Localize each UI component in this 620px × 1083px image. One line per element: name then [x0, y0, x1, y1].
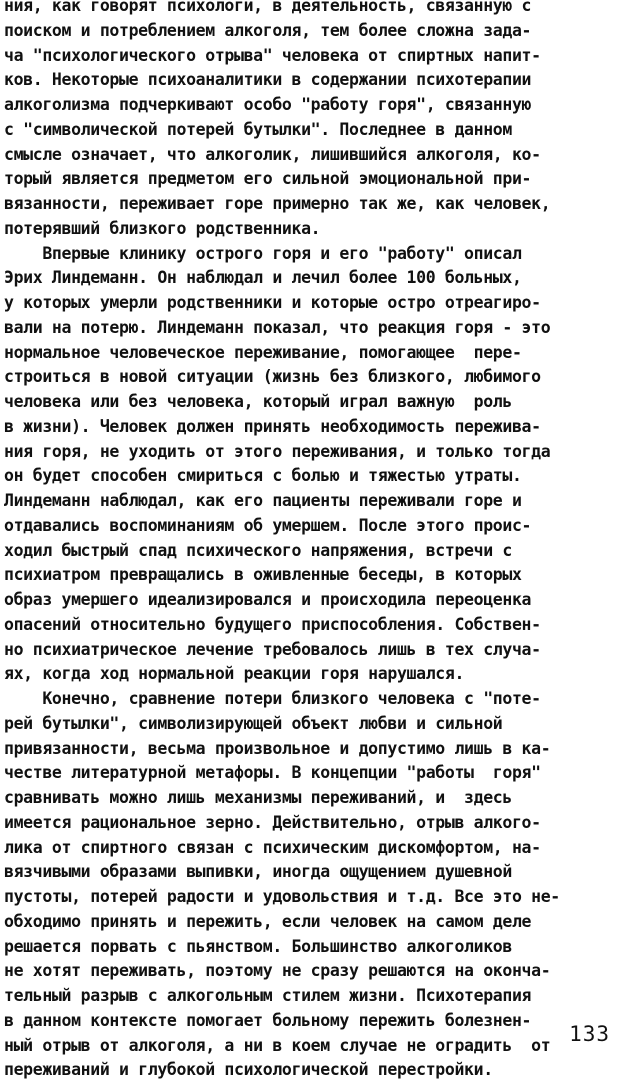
text-line: нормальное человеческое переживание, помогающее пере-: [4, 342, 522, 362]
text-line: имеется рациональное зерно. Действительно, отрыв алкого-: [4, 812, 541, 832]
text-line: в жизни). Человек должен принять необходимость пережива-: [4, 416, 541, 436]
text-line: поиском и потреблением алкоголя, тем более сложна зада-: [4, 20, 532, 40]
text-line: образ умершего идеализировался и происходила переоценка: [4, 590, 532, 609]
text-line: потерявший близкого родственника.: [4, 218, 321, 238]
text-line: ния, как говорят психологи, в деятельность, связанную с: [4, 0, 532, 15]
text-line: ния горя, не уходить от этого переживания, и только тогда: [4, 441, 551, 461]
text-line: тельный разрыв с алкогольным стилем жизни. Психотерапия: [4, 986, 532, 1005]
text-line: торый является предметом его сильной эмоциональной при-: [4, 169, 532, 189]
text-line: переживаний и глубокой психологической перестройки.: [4, 1060, 493, 1080]
text-line: строиться в новой ситуации (жизнь без близкого, любимого: [4, 367, 541, 387]
text-line: он будет способен смириться с болью и тяжестью утраты.: [4, 466, 522, 486]
text-line: у которых умерли родственники и которые остро отреагиро-: [4, 293, 541, 312]
text-line: Эрих Линдеманн. Он наблюдал и лечил более 100 больных,: [4, 268, 522, 288]
text-line: решается порвать с пьянством. Большинство алкоголиков: [4, 936, 512, 956]
text-line: обходимо принять и пережить, если человек на самом деле: [4, 911, 532, 931]
text-line: вязчивыми образами выпивки, иногда ощущением душевной: [4, 862, 512, 882]
text-line: Конечно, сравнение потери близкого человека с "поте-: [4, 689, 541, 708]
text-line: пустоты, потерей радости и удовольствия и т.д. Все это не-: [4, 887, 560, 906]
text-line: психиатром превращались в оживленные беседы, в которых: [4, 565, 522, 585]
text-line: смысле означает, что алкоголик, лишившийся алкоголя, ко-: [4, 144, 541, 164]
text-line: ча "психологического отрыва" человека от спиртных напит-: [4, 45, 541, 65]
text-line: ков. Некоторые психоаналитики в содержании психотерапии: [4, 70, 532, 90]
text-line: ный отрыв от алкоголя, а ни в коем случае не оградить от: [4, 1035, 551, 1055]
text-line: алкоголизма подчеркивают особо "работу горя", связанную: [4, 95, 532, 114]
text-line: в данном контексте помогает больному пережить болезнен-: [4, 1010, 532, 1030]
text-line: ходил быстрый спад психического напряжения, встречи с: [4, 540, 512, 560]
text-line: не хотят переживать, поэтому не сразу решаются на оконча-: [4, 961, 551, 981]
text-line: Линдеманн наблюдал, как его пациенты переживали горе и: [4, 491, 522, 510]
body-text: [4, 0, 610, 1083]
text-line: ях, когда ход нормальной реакции горя нарушался.: [4, 664, 465, 684]
text-line: но психиатрическое лечение требовалось лишь в тех случа-: [4, 639, 541, 659]
text-line: с "символической потерей бутылки". Последнее в данном: [4, 119, 512, 139]
text-line: Впервые клинику острого горя и его "работу" описал: [4, 243, 522, 263]
page-number: 133: [569, 1022, 610, 1046]
text-line: человека или без человека, который играл важную роль: [4, 392, 512, 411]
text-line: вали на потерю. Линдеманн показал, что реакция горя - это: [4, 317, 551, 337]
text-line: опасений относительно будущего приспособления. Собствен-: [4, 614, 541, 634]
text-line: отдавались воспоминаниям об умершем. После этого проис-: [4, 515, 532, 535]
text-line: лика от спиртного связан с психическим дискомфортом, на-: [4, 837, 541, 857]
text-line: привязанности, весьма произвольное и допустимо лишь в ка-: [4, 738, 551, 758]
text-line: сравнивать можно лишь механизмы переживаний, и здесь: [4, 788, 512, 807]
text-line: рей бутылки", символизирующей объект любви и сильной: [4, 713, 503, 733]
text-line: честве литературной метафоры. В концепции "работы горя": [4, 763, 541, 783]
text-line: вязанности, переживает горе примерно так же, как человек,: [4, 194, 551, 213]
